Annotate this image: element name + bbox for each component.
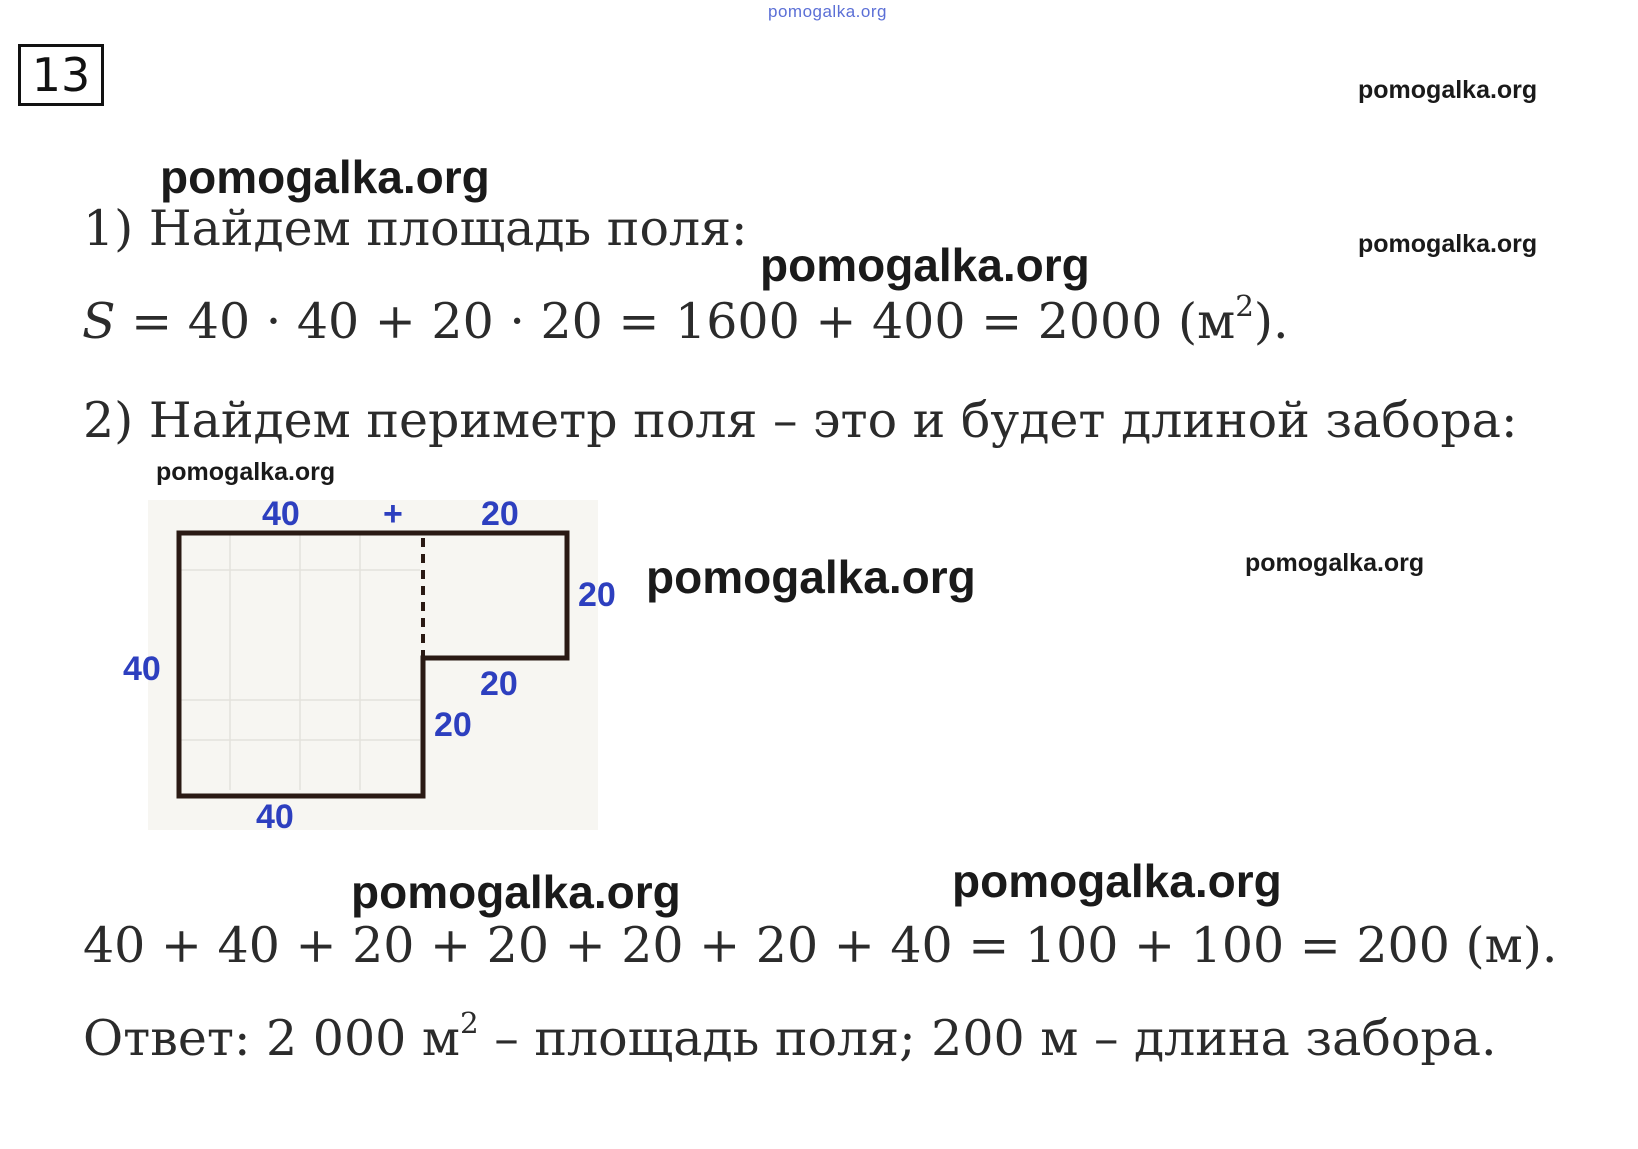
watermark: pomogalka.org [1358,76,1538,104]
label-step-vertical: 20 [434,706,472,744]
area-variable: S [82,293,116,350]
label-left: 40 [123,650,161,688]
perimeter-formula: 40 + 40 + 20 + 20 + 20 + 20 + 40 = 100 + 100 = 200 (м). [83,917,1558,974]
step1-heading: 1) Найдем площадь поля: [83,200,748,257]
watermark: pomogalka.org [1245,549,1425,577]
watermark: pomogalka.org [1358,230,1538,258]
label-step-horizontal: 20 [480,665,518,703]
label-bottom: 40 [256,798,294,836]
answer-exponent: 2 [460,1005,479,1040]
watermark: pomogalka.org [646,551,976,603]
label-right: 20 [578,576,616,614]
step2-heading: 2) Найдем периметр поля – это и будет длиной забора: [83,392,1518,449]
answer-suffix: – площадь поля; 200 м – длина забора. [478,1010,1497,1067]
area-unit-exponent: 2 [1235,288,1254,323]
answer-line [83,1005,1497,1067]
area-formula-end: ). [1253,293,1289,350]
watermark: pomogalka.org [156,458,336,486]
label-plus: + [383,495,403,533]
label-top-right: 20 [481,495,519,533]
area-formula-body: = 40 · 40 + 20 · 20 = 1600 + 400 = 2000 (м [115,293,1236,350]
watermark: pomogalka.org [351,866,681,918]
diagram-grid [180,535,420,790]
answer-prefix: Ответ: 2 000 м [83,1010,461,1067]
watermark-top: pomogalka.org [768,2,887,21]
watermark: pomogalka.org [952,855,1282,907]
watermark: pomogalka.org [760,239,1090,291]
task-number: 13 [18,44,104,106]
watermark: pomogalka.org [160,151,490,203]
label-top-left: 40 [262,495,300,533]
